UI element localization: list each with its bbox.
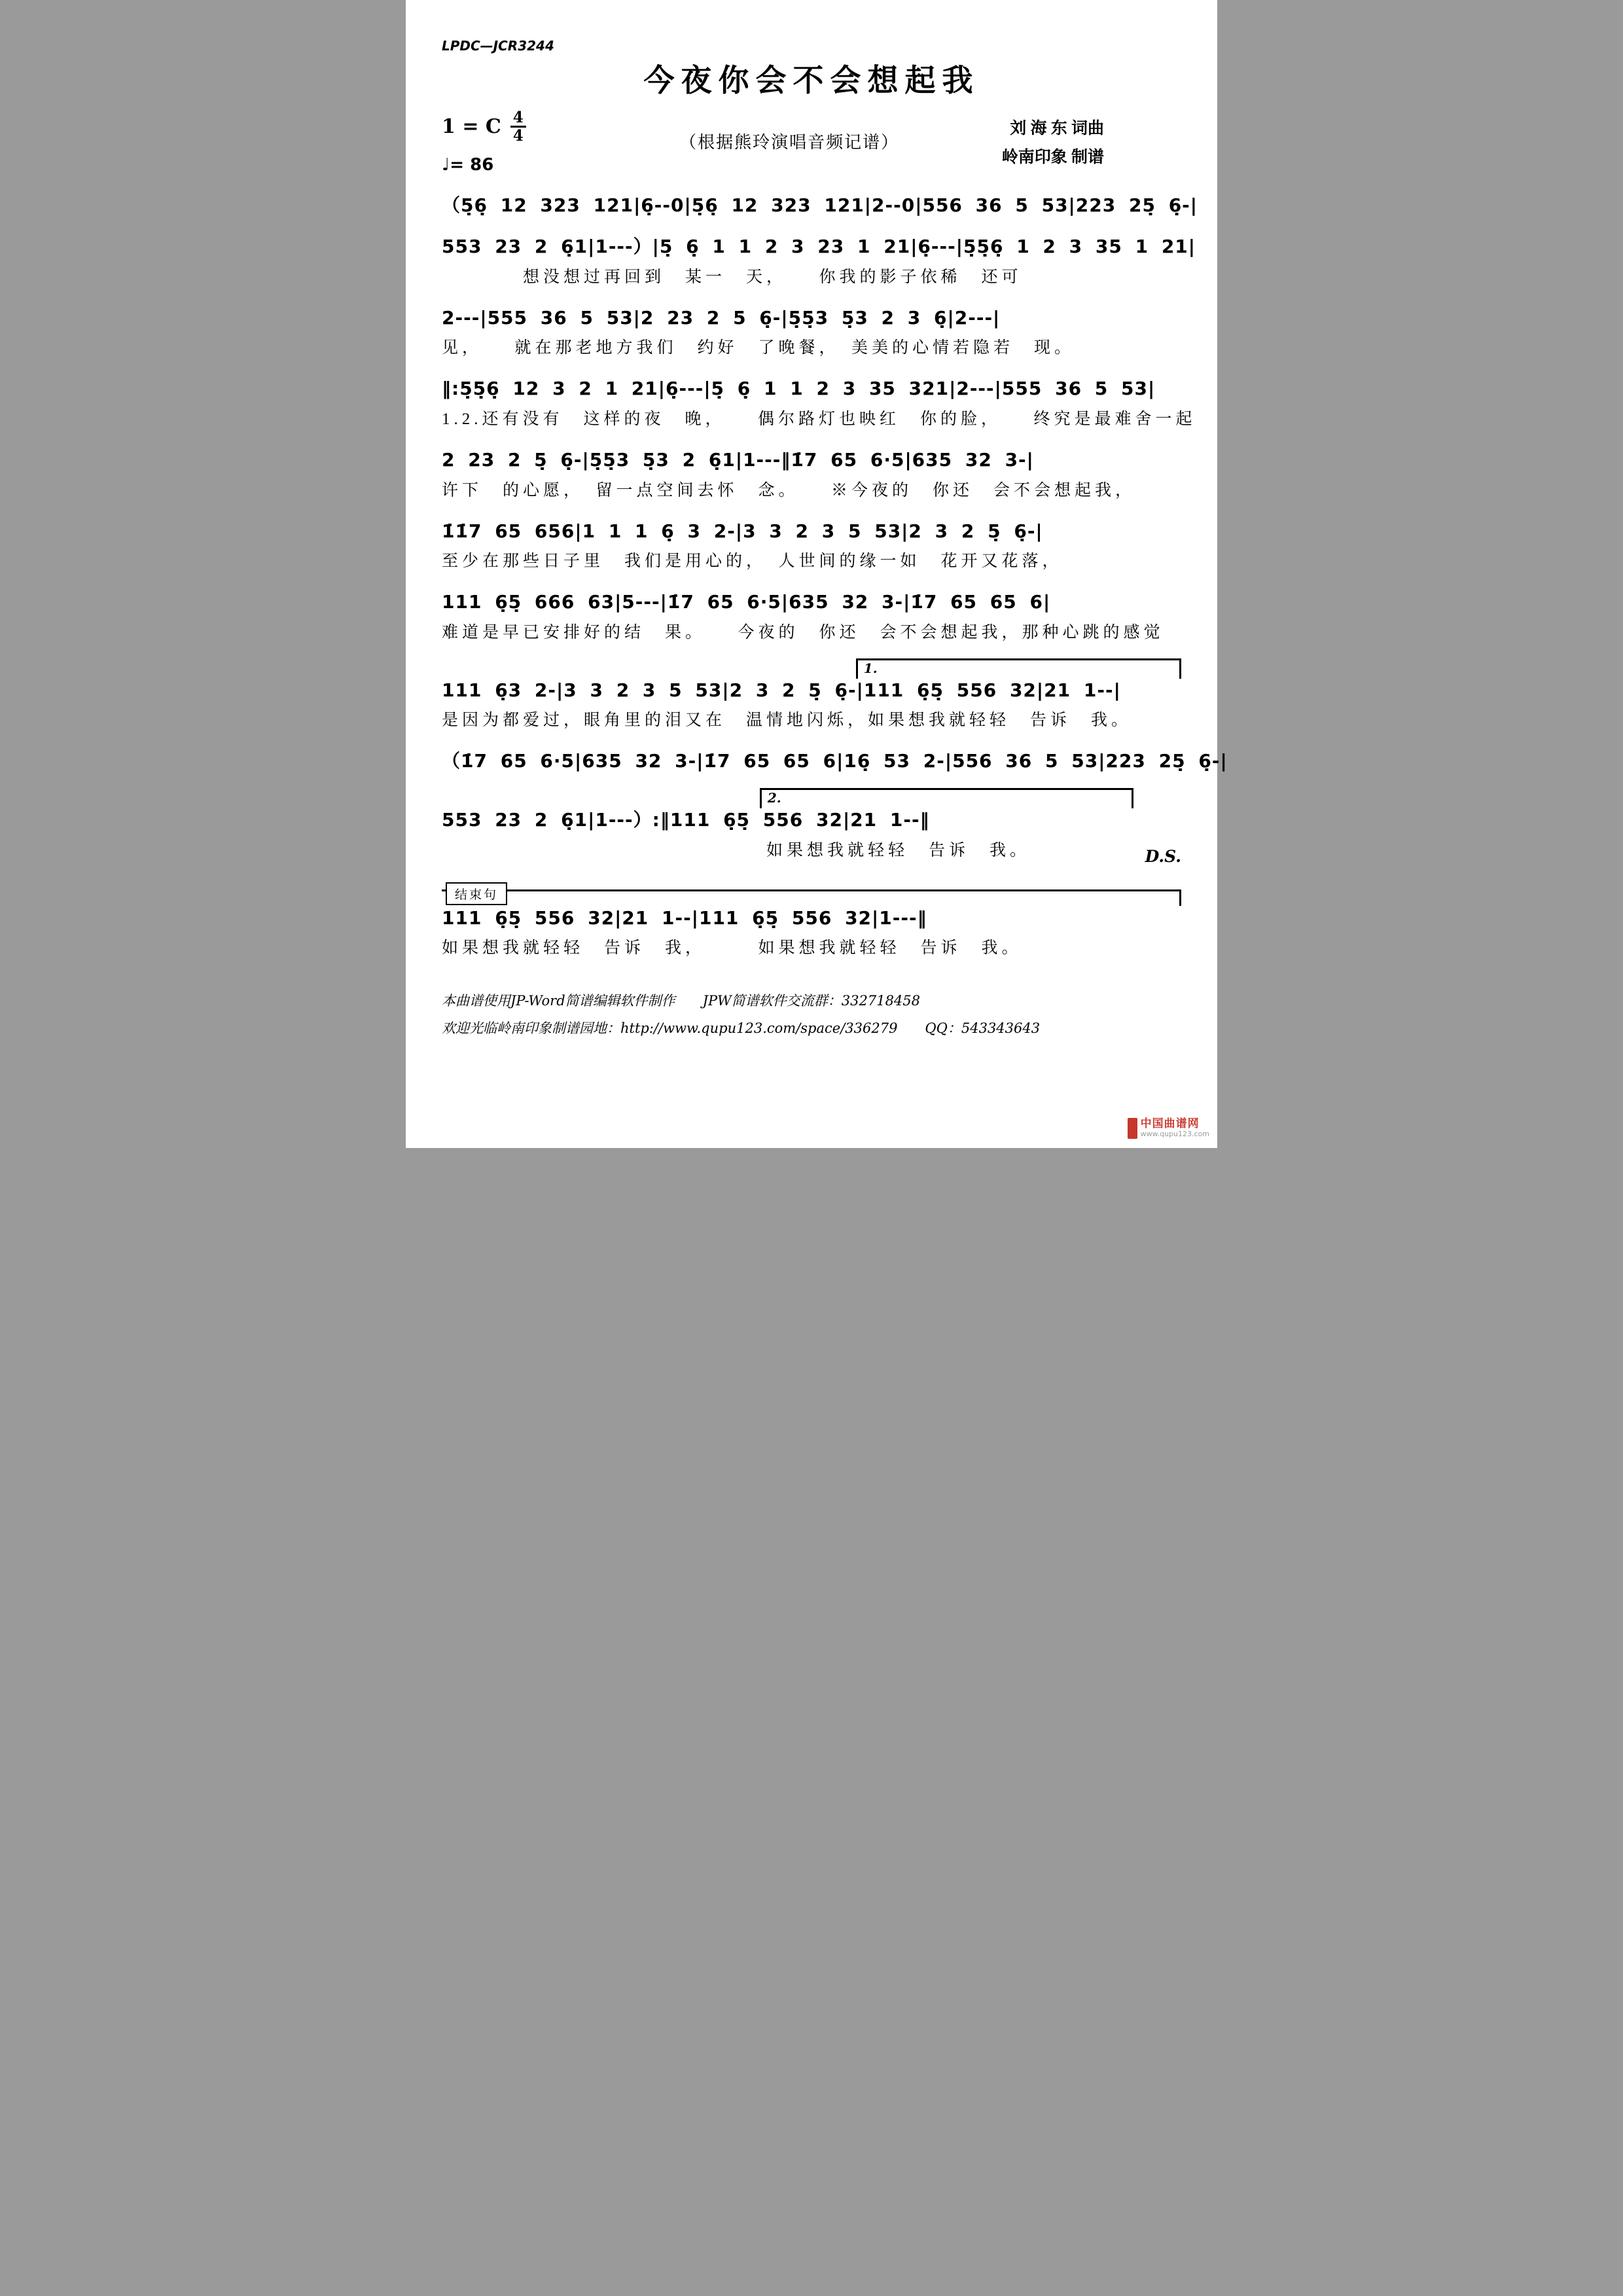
transcriber-credit: 岭南印象 制谱 — [1001, 148, 1104, 166]
notation-line: 553 23 2 6̣1|1---）:‖111 6̣5̣ 556 32|21 1--‖ — [442, 808, 930, 831]
music-system — [442, 307, 1181, 359]
music-system — [442, 789, 1181, 866]
lyrics-line: 难道是早已安排好的结 果。 今夜的 你还 会不会想起我，那种心跳的感觉 — [442, 623, 1164, 641]
score-header — [442, 109, 1181, 175]
volta-1-bracket — [856, 658, 1181, 679]
notation-line: 111 6̣3 2-|3 3 2 3 5 53|2 3 2 5̣ 6̣-|111 6̣5̣ 556 32|21 1--| — [442, 679, 1121, 701]
credits-block — [944, 109, 1181, 172]
footer-notes — [442, 987, 1181, 1042]
notation-line: 2 23 2 5̣ 6̣-|5̣5̣3 5̣3 2 6̣1|1---‖1̇7 65 6·5|635 32 3-| — [442, 448, 1034, 471]
catalog-number: LPDC—JCR3244 — [442, 38, 554, 54]
watermark-site-name: 中国曲谱网 — [1140, 1117, 1200, 1130]
ending-phrase-label: 结束句 — [446, 882, 507, 905]
lyrics-line: 见， 就在那老地方我们 约好 了晚餐， 美美的心情若隐若 现。 — [442, 339, 1075, 357]
sheet-music-page — [406, 0, 1228, 1148]
lyrics-line: 想没想过再回到 某一 天， 你我的影子依稀 还可 — [442, 268, 1022, 286]
music-system — [442, 378, 1196, 429]
lyrics-line: 如果想我就轻轻 告诉 我， 如果想我就轻轻 告诉 我。 — [442, 939, 1022, 958]
music-system — [442, 660, 1181, 731]
notation-line: 2---|555 36 5 53|2 23 2 5 6̣-|5̣5̣3 5̣3 2 3 6̣|2---| — [442, 306, 1001, 329]
song-title: 今夜你会不会想起我 — [643, 63, 980, 99]
notation-line: ‖:5̣5̣6̣ 12 3 2 1 21|6̣---|5̣ 6̣ 1 1 2 3 35 321|2---|555 36 5 53| — [442, 378, 1156, 400]
watermark-text — [1141, 1118, 1209, 1138]
key-tempo-block — [442, 109, 634, 175]
key-label: 1 = C — [442, 115, 501, 139]
notation-line: （1̇7 65 6·5|635 32 3-|1̇7 65 65 6|16̣ 53 2-|556 36 5 53|223 25̣ 6̣-| — [442, 750, 1228, 772]
music-system — [442, 449, 1181, 501]
music-system — [442, 591, 1181, 643]
notation-line: 111 6̣5̣ 666 63|5---|1̇7 65 6·5|635 32 3-|1̇7 65 65 6| — [442, 591, 1051, 613]
lyrics-line: 是因为都爱过，眼角里的泪又在 温情地闪烁，如果想我就轻轻 告诉 我。 — [442, 711, 1132, 730]
footer-site-note: 欢迎光临岭南印象制谱园地：http://www.qupu123.com/space/336279 QQ：543343643 — [442, 1020, 1041, 1037]
lyrics-line: 1.2.还有没有 这样的夜 晚， 偶尔路灯也映红 你的脸， 终究是最难舍一起 — [442, 410, 1196, 428]
time-signature — [510, 109, 526, 145]
notation-line: 111 6̣5̣ 556 32|21 1--|111 6̣5̣ 556 32|1---‖ — [442, 906, 927, 929]
notation-line: （5̣6̣ 12 323 121|6̣--0|5̣6̣ 12 323 121|2--0|556 36 5 53|223 25̣ 6̣-| — [442, 194, 1198, 216]
tempo-marking: ♩= 86 — [442, 154, 494, 175]
composer-credit: 刘 海 东 词曲 — [1010, 120, 1104, 137]
notation-line: 553 23 2 6̣1|1---）|5̣ 6̣ 1 1 2 3 23 1 21|6̣---|5̣5̣6̣ 1 2 3 35 1 21| — [442, 236, 1196, 258]
lyrics-line: 至少在那些日子里 我们是用心的， 人世间的缘一如 花开又花落， — [442, 552, 1063, 571]
lyrics-line: 许下 的心愿， 留一点空间去怀 念。 ※今夜的 你还 会不会想起我， — [442, 481, 1136, 499]
footer-software-note: 本曲谱使用JP-Word简谱编辑软件制作 JPW简谱软件交流群：332718458 — [442, 993, 921, 1009]
lyrics-line: 如果想我就轻轻 告诉 我。 — [442, 841, 1031, 859]
music-system — [442, 194, 1198, 217]
watermark-logo-icon — [1128, 1118, 1137, 1139]
volta-2-bracket — [760, 788, 1133, 808]
time-signature-denominator: 4 — [512, 127, 524, 145]
music-system — [442, 520, 1181, 572]
volta-1-label: 1. — [863, 660, 878, 676]
music-system — [442, 236, 1196, 287]
time-signature-numerator: 4 — [510, 109, 526, 128]
watermark-site-url: www.qupu123.com — [1140, 1129, 1209, 1138]
ending-phrase-rule — [442, 889, 1181, 906]
subtitle: （根据熊玲演唱音频记谱） — [679, 133, 900, 152]
key-signature — [442, 109, 634, 145]
site-watermark — [1128, 1118, 1209, 1139]
ds-marking: D.S. — [1145, 846, 1181, 866]
music-system — [442, 750, 1228, 772]
notation-line: 1̇1̇7 65 656|1 1 1 6̣ 3 2-|3 3 2 3 5 53|2 3 2 5̣ 6̣-| — [442, 520, 1043, 542]
music-system — [442, 907, 1181, 959]
volta-2-label: 2. — [767, 789, 781, 806]
